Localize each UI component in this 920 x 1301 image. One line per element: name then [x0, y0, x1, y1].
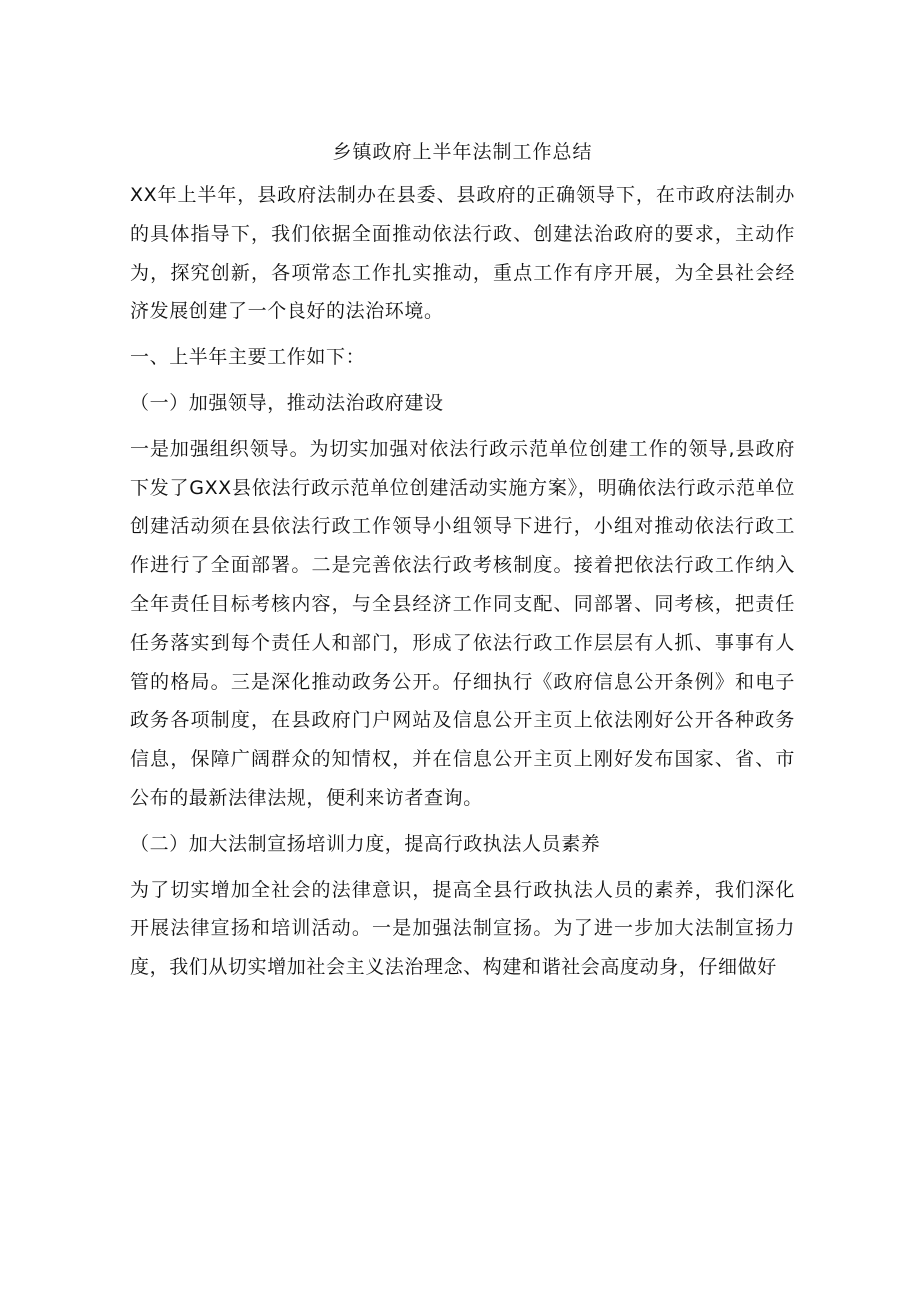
document-title: 乡镇政府上半年法制工作总结	[332, 141, 593, 163]
sub-heading-2: （二）加大法制宣扬培训力度，提高行政执法人员素养	[130, 832, 601, 855]
sub-heading-1: （一）加强领导，推动法治政府建设	[130, 391, 444, 414]
body-paragraph-2: 为了切实增加全社会的法律意识，提高全县行政执法人员的素养，我们深化开展法律宣扬和培训活动。一是加强法制宣扬。为了进一步加大法制宣扬力度，我们从切实增加社会主义法治理念、构建和谐社会高度动身，仔细做好	[130, 878, 795, 979]
intro-paragraph: XX年上半年，县政府法制办在县委、县政府的正确领导下，在市政府法制办的具体指导下，我们依据全面推动依法行政、创建法治政府的要求，主动作为，探究创新，各项常态工作扎实推动，重点工作有序开展，为全县社会经济发展创建了一个良好的法治环境。	[130, 184, 795, 323]
section-heading-1: 一、上半年主要工作如下：	[130, 346, 366, 369]
document-page	[130, 132, 795, 994]
body-paragraph-1: 一是加强组织领导。为切实加强对依法行政示范单位创建工作的领导,县政府下发了GXX县依法行政示范单位创建活动实施方案》，明确依法行政示范单位创建活动须在县依法行政工作领导小组领导下进行，小组对推动依法行政工作进行了全面部署。二是完善依法行政考核制度。接着把依法行政工作纳入全年责任目标考核内容，与全县经济工作同支配、同部署、同考核，把责任任务落实到每个责任人和部门，形成了依法行政工作层层有人抓、事事有人管的格局。三是深化推动政务公开。仔细执行《政府信息公开条例》和电子政务各项制度，在县政府门户网站及信息公开主页上依法刚好公开各种政务信息，保障广阔群众的知情权，并在信息公开主页上刚好发布国家、省、市公布的最新法律法规，便利来访者查询。	[130, 437, 795, 809]
